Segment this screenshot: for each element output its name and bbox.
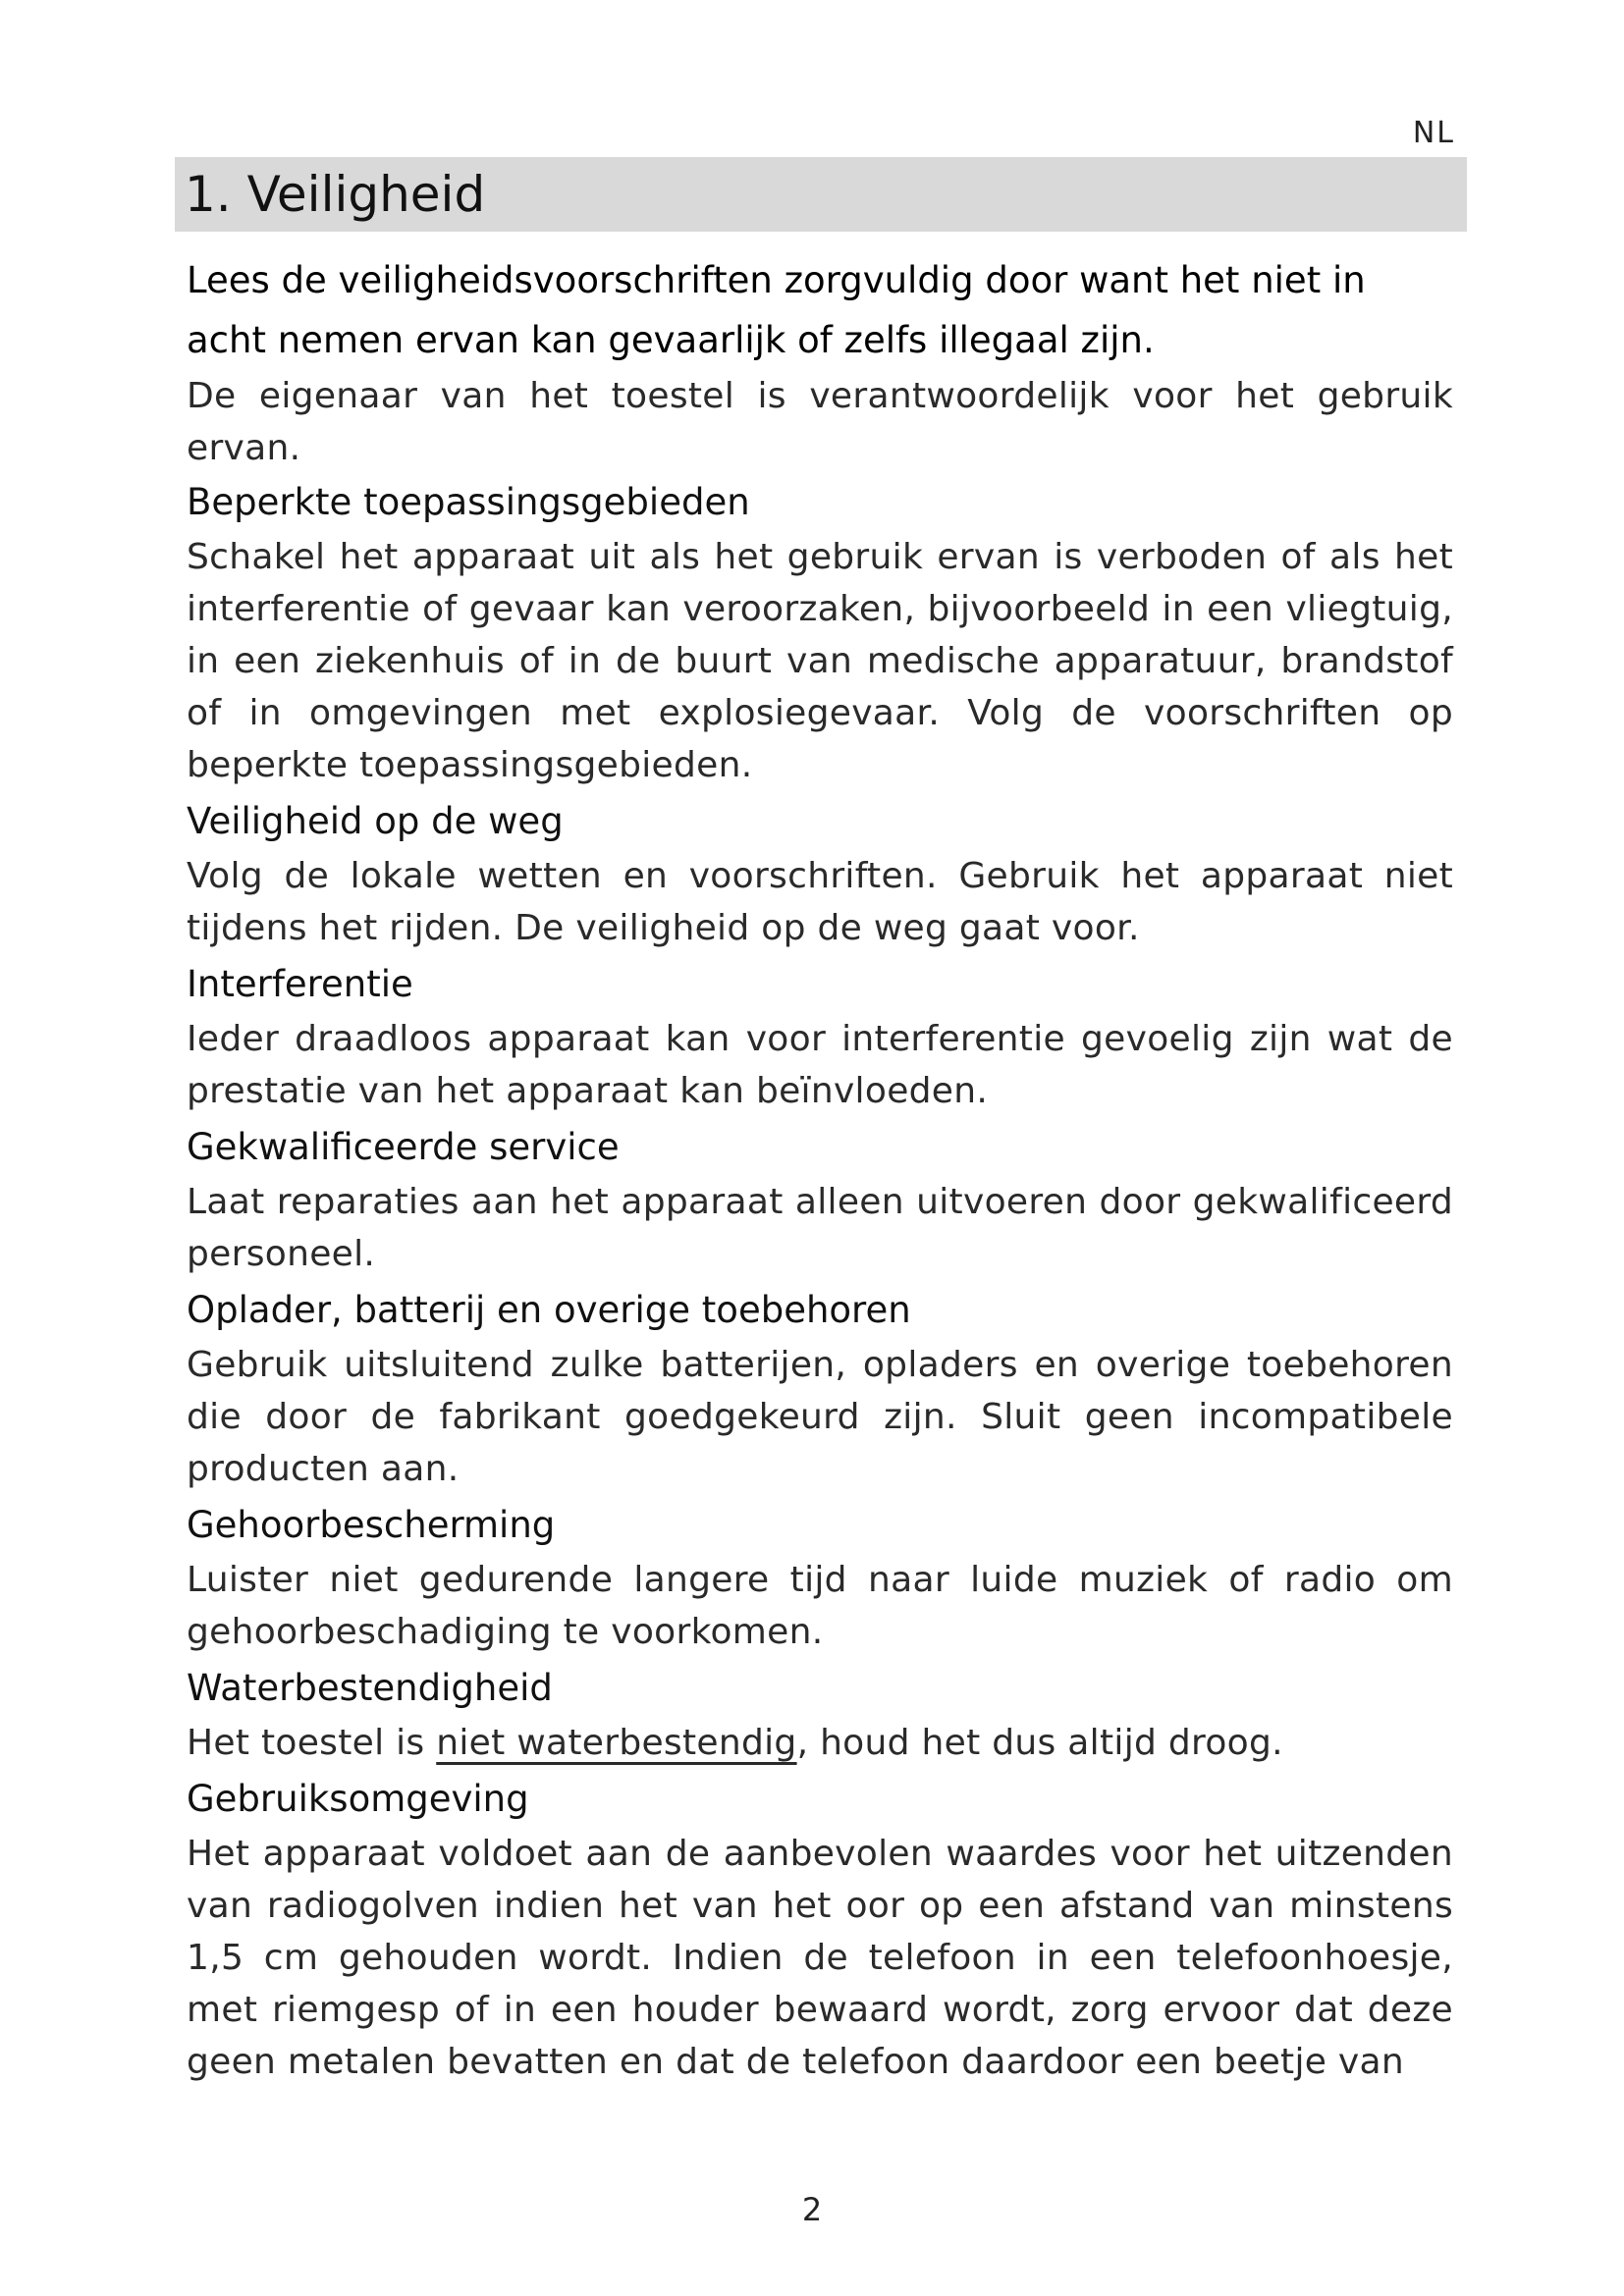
- section-qualified-service: [187, 1119, 1453, 1280]
- water-text-after: , houd het dus altijd droog.: [796, 1723, 1283, 1763]
- section-heading: Waterbestendigheid: [187, 1667, 553, 1709]
- section-text: Schakel het apparaat uit als het gebruik ervan is verboden of als het interferentie of gevaar kan veroorzaken, bijvoorbeeld in een vliegtuig, in een ziekenhuis of in de buurt van medische apparatuur, brandstof of in omgevingen met explosiegevaar. Volg de voorschriften op beperkte toepassingsgebieden.: [187, 537, 1453, 785]
- section-heading: Gebruiksomgeving: [187, 1778, 529, 1820]
- section-text: Gebruik uitsluitend zulke batterijen, opladers en overige toebehoren die door de fabrikant goedgekeurd zijn. Sluit geen incompatibele producten aan.: [187, 1345, 1453, 1489]
- page-title: 1. Veiligheid: [185, 166, 486, 223]
- section-heading: Oplader, batterij en overige toebehoren: [187, 1289, 911, 1331]
- intro-warning: Lees de veiligheidsvoorschriften zorgvuldig door want het niet in acht nemen ervan kan gevaarlijk of zelfs illegaal zijn.: [187, 259, 1366, 361]
- section-usage-environment: [187, 1771, 1453, 2088]
- section-text: Het apparaat voldoet aan de aanbevolen waardes voor het uitzenden van radiogolven indien het van het oor op een afstand van minstens 1,5 cm gehouden wordt. Indien de telefoon in een telefoonhoesje, met riemgesp of in een houder bewaard wordt, zorg ervoor dat deze geen metalen bevatten en dat de telefoon daardoor een beetje van: [187, 1834, 1453, 2082]
- page-number: 2: [801, 2191, 823, 2228]
- section-heading: Beperkte toepassingsgebieden: [187, 481, 750, 523]
- section-charger-battery: [187, 1282, 1453, 1495]
- section-heading: Gehoorbescherming: [187, 1504, 556, 1546]
- section-heading: Interferentie: [187, 963, 413, 1005]
- section-text: Volg de lokale wetten en voorschriften. Gebruik het apparaat niet tijdens het rijden. De veiligheid op de weg gaat voor.: [187, 856, 1453, 948]
- section-heading: Veiligheid op de weg: [187, 800, 564, 842]
- section-text: Laat reparaties aan het apparaat alleen uitvoeren door gekwalificeerd personeel.: [187, 1182, 1453, 1274]
- section-water-resistance: [187, 1660, 1453, 1769]
- document-body: [187, 250, 1453, 2090]
- section-heading: Gekwalificeerde service: [187, 1126, 620, 1168]
- section-text: Luister niet gedurende langere tijd naar luide muziek of radio om gehoorbeschadiging te voorkomen.: [187, 1560, 1453, 1652]
- section-text: [187, 1717, 1453, 1769]
- intro-owner-text: De eigenaar van het toestel is verantwoordelijk voor het gebruik ervan.: [187, 376, 1453, 468]
- section-hearing-protection: [187, 1497, 1453, 1658]
- section-title-bar: [175, 157, 1467, 232]
- language-code: NL: [1412, 116, 1455, 150]
- not-waterproof-emphasis: niet waterbestendig: [436, 1723, 797, 1763]
- section-text: Ieder draadloos apparaat kan voor interferentie gevoelig zijn wat de prestatie van het apparaat kan beïnvloeden.: [187, 1019, 1453, 1111]
- section-interference: [187, 956, 1453, 1117]
- section-restricted-areas: [187, 474, 1453, 791]
- section-road-safety: [187, 793, 1453, 954]
- water-text-before: Het toestel is: [187, 1723, 437, 1763]
